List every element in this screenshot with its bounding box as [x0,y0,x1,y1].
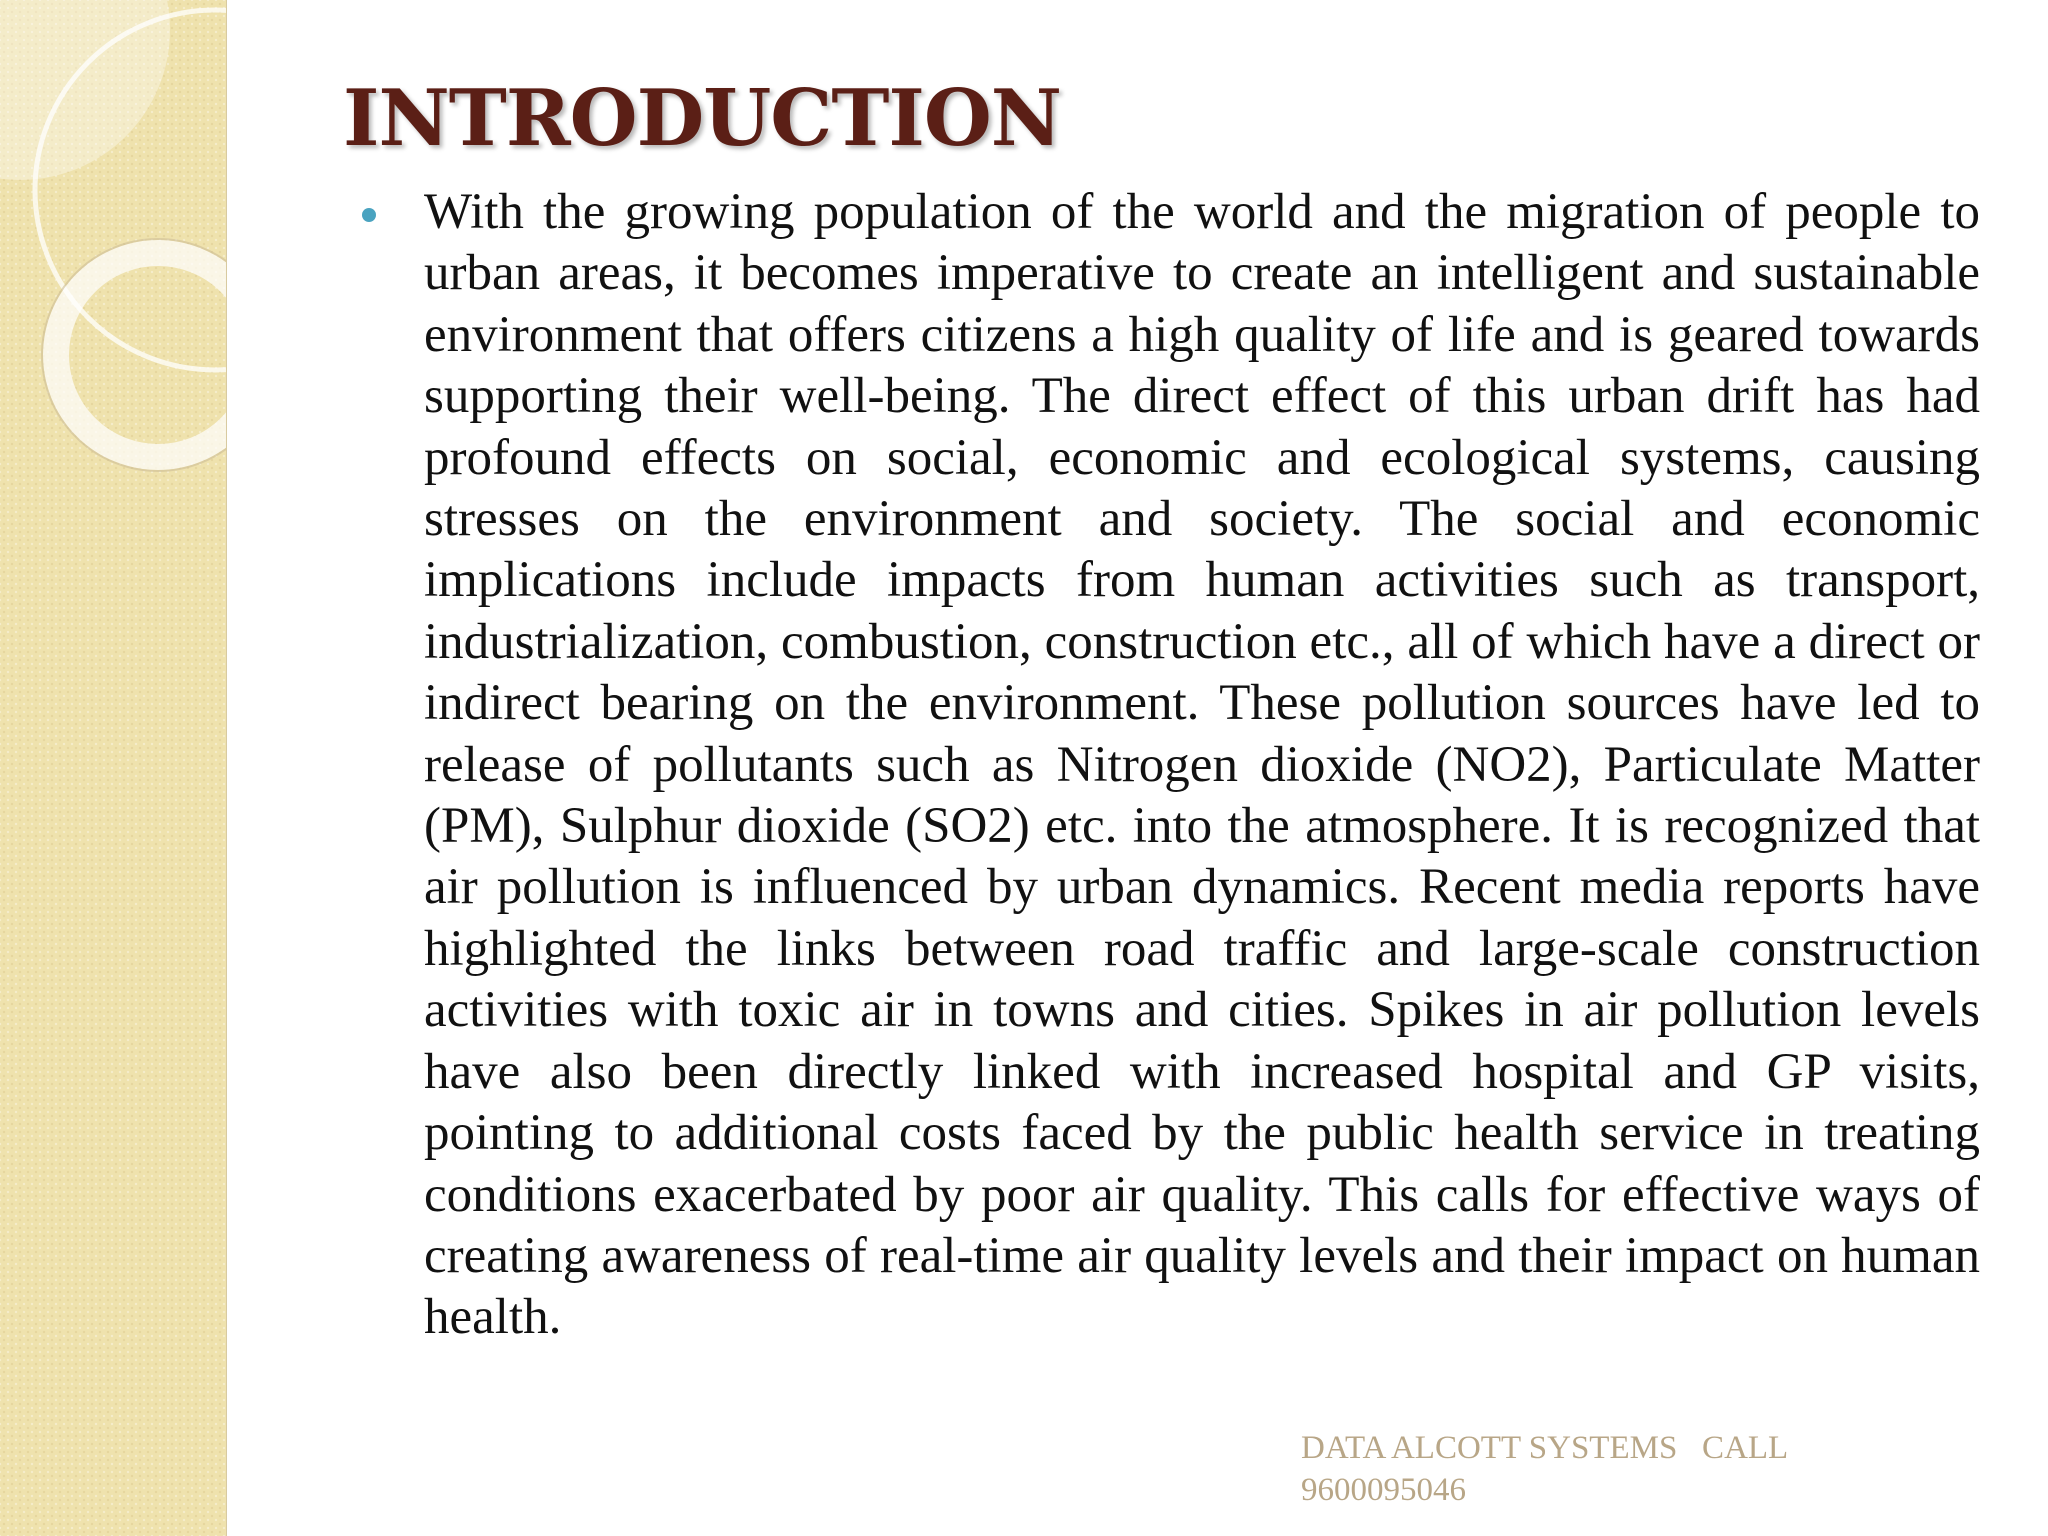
footer-company-line: DATA ALCOTT SYSTEMS CALL [1301,1430,1789,1466]
footer-watermark [1301,1427,1861,1511]
decorative-circles-graphic [0,0,226,520]
slide-content [226,0,2048,1536]
decorative-side-panel [0,0,227,1536]
slide-title: INTRODUCTION [343,73,1062,164]
bullet-text: With the growing population of the world and the migration of people to urban areas, it becomes imperative to create an intelligent and sustainable environment that offers citizens a high quality of life and is geared towards supporting their well-being. The direct effect of this urban drift has had profound effects on social, economic and ecological systems, causing stresses on the environment and society. The social and economic implications include impacts from human activities such as transport, industrialization, combustion, construction etc., all of which have a direct or indirect bearing on the environment. These pollution sources have led to release of pollutants such as Nitrogen dioxide (NO2), Particulate Matter (PM), Sulphur dioxide (SO2) etc. into the atmosphere. It is recognized that air pollution is influenced by urban dynamics. Recent media reports have highlighted the links between road traffic and large-scale construction activities with toxic air in towns and cities. Spikes in air pollution levels have also been directly linked with increased hospital and GP visits, pointing to additional costs faced by the public health service in treating conditions exacerbated by poor air quality. This calls for effective ways of creating awareness of real-time air quality levels and their impact on human health. [424,184,1980,1346]
footer-phone-line: 9600095046 [1301,1472,1466,1508]
bullet-dot-icon [362,208,376,222]
